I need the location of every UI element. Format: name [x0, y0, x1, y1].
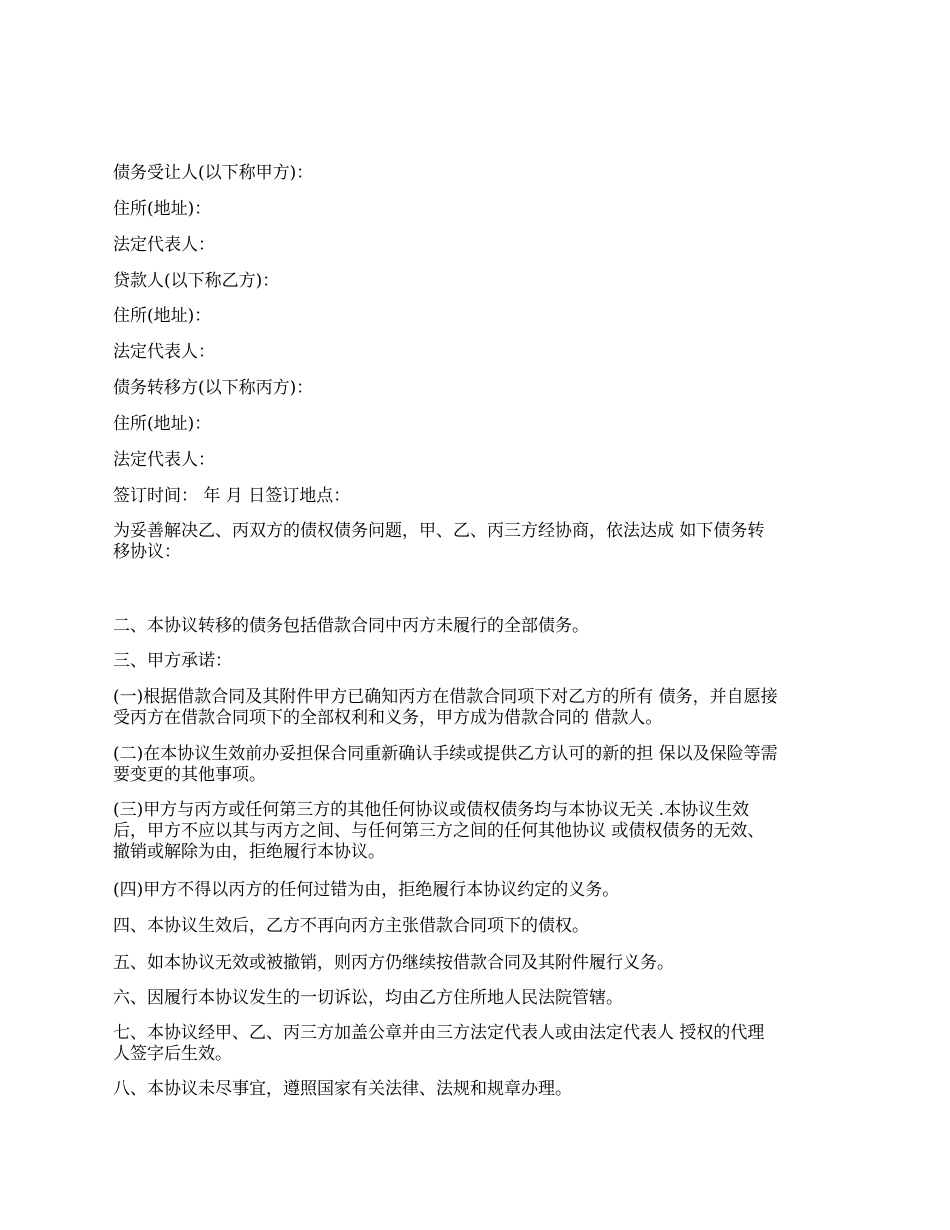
intro-line: 为妥善解决乙、丙双方的债权债务问题，甲、乙、丙三方经协商，依法达成 如下债务转: [113, 521, 765, 541]
field-party-a: 债务受让人(以下称甲方)：: [113, 163, 314, 183]
field-signing-time-place: 签订时间： 年 月 日签订地点：: [113, 486, 351, 506]
clause-2: 二、本协议转移的债务包括借款合同中丙方未履行的全部债务。: [113, 616, 589, 636]
clause-line: (二)在本协议生效前办妥担保合同重新确认手续或提供乙方认可的新的担 保以及保险等需: [113, 744, 778, 764]
field-party-c-address: 住所(地址)：: [113, 414, 212, 434]
clause-line: 七、本协议经甲、乙、丙三方加盖公章并由三方法定代表人或由法定代表人 授权的代理: [113, 1023, 765, 1043]
clause-4: 四、本协议生效后，乙方不再向丙方主张借款合同项下的债权。: [113, 916, 589, 936]
clause-line: 后，甲方不应以其与丙方之间、与任何第三方之间的任何其他协议 或债权债务的无效、: [113, 821, 765, 841]
field-party-b: 贷款人(以下称乙方)：: [113, 271, 280, 291]
clause-line: 受丙方在借款合同项下的全部权利和义务，甲方成为借款合同的 借款人。: [113, 708, 663, 728]
intro-line: 移协议：: [113, 542, 181, 562]
field-party-b-representative: 法定代表人：: [113, 342, 215, 362]
clause-8: 八、本协议未尽事宜，遵照国家有关法律、法规和规章办理。: [113, 1079, 572, 1099]
field-party-b-address: 住所(地址)：: [113, 306, 212, 326]
clause-3-4: (四)甲方不得以丙方的任何过错为由，拒绝履行本协议约定的义务。: [113, 880, 620, 900]
clause-line: 要变更的其他事项。: [113, 765, 266, 785]
clause-line: 人签字后生效。: [113, 1044, 232, 1064]
clause-3-3: [113, 800, 843, 863]
clause-5: 五、如本协议无效或被撤销，则丙方仍继续按借款合同及其附件履行义务。: [113, 953, 674, 973]
clause-6: 六、因履行本协议发生的一切诉讼，均由乙方住所地人民法院管辖。: [113, 988, 623, 1008]
clause-7: [113, 1023, 843, 1065]
clause-3-heading: 三、甲方承诺：: [113, 651, 232, 671]
clause-line: (三)甲方与丙方或任何第三方的其他任何协议或债权债务均与本协议无关 .本协议生效: [113, 800, 750, 820]
clause-line: 撤销或解除为由，拒绝履行本协议。: [113, 842, 385, 862]
field-party-a-address: 住所(地址)：: [113, 199, 212, 219]
intro-paragraph: [113, 521, 843, 563]
field-party-a-representative: 法定代表人：: [113, 235, 215, 255]
field-party-c-representative: 法定代表人：: [113, 450, 215, 470]
clause-3-1: [113, 687, 843, 729]
clause-3-2: [113, 744, 843, 786]
clause-line: (一)根据借款合同及其附件甲方已确知丙方在借款合同项下对乙方的所有 债务，并自愿接: [113, 687, 778, 707]
field-party-c: 债务转移方(以下称丙方)：: [113, 378, 314, 398]
